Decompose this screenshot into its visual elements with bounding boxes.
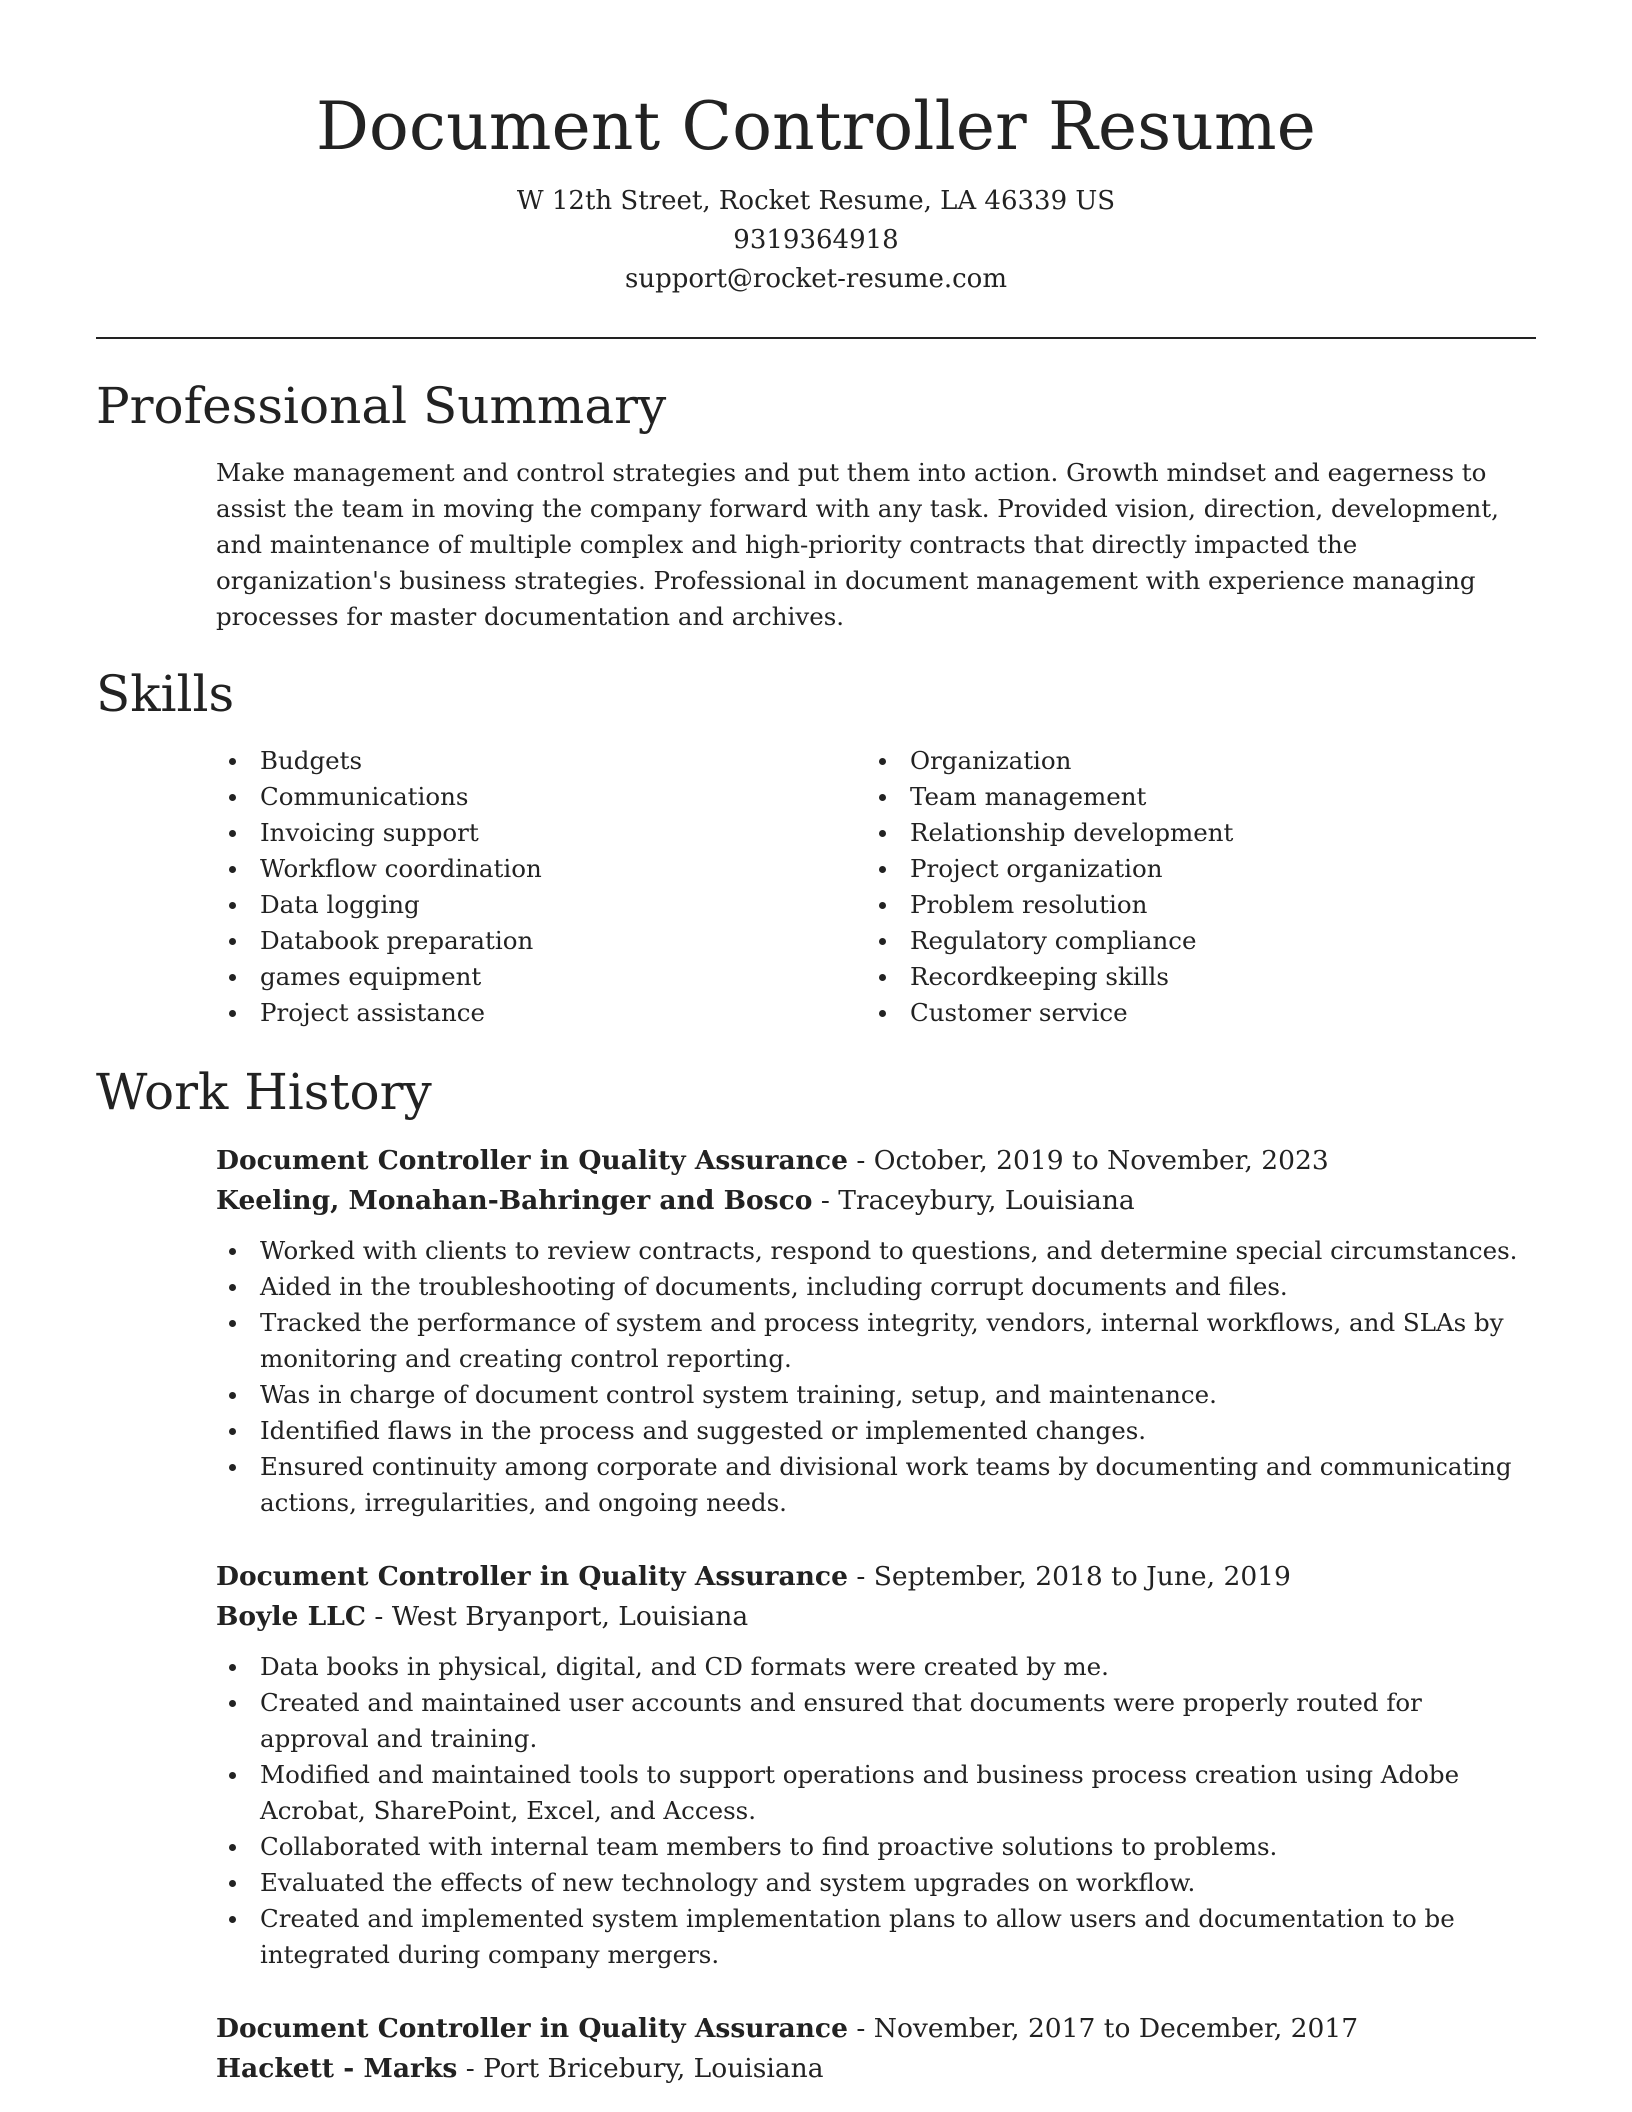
job-bullet: Collaborated with internal team members to find proactive solutions to problems. [216,1829,1536,1865]
skill-item: Team management [866,779,1516,815]
separator: - [856,1145,874,1176]
job-role: Document Controller in Quality Assurance [216,1561,848,1592]
job-bullet: Worked with clients to review contracts, respond to questions, and determine special circumstances. [216,1233,1536,1269]
skill-item: Budgets [216,743,866,779]
job-role: Document Controller in Quality Assurance [216,1145,848,1176]
job-entry [216,2009,1536,2089]
job-company-line [216,2049,1536,2089]
skill-item: Data logging [216,887,866,923]
job-role-line [216,1557,1536,1597]
summary-text: Make management and control strategies and put them into action. Growth mindset and eagerness to assist the team in moving the company forward with any task. Provided vision, direction, development, and maintenance of multiple complex and high-priority contracts that directly impacted the organization's business strategies. Professional in document management with experience managing processes for master documentation and archives. [216,458,1499,631]
skills-columns [216,743,1536,1031]
skill-item: Project assistance [216,995,866,1031]
separator: - [465,2053,484,2084]
skill-item: Invoicing support [216,815,866,851]
job-bullet: Was in charge of document control system training, setup, and maintenance. [216,1377,1536,1413]
job-bullet: Tracked the performance of system and process integrity, vendors, internal workflows, and SLAs by monitoring and creating control reporting. [216,1305,1536,1377]
job-company: Keeling, Monahan-Bahringer and Bosco [216,1185,813,1216]
skill-item: Problem resolution [866,887,1516,923]
contact-block [96,182,1536,299]
job-bullet: Ensured continuity among corporate and divisional work teams by documenting and communicating actions, irregularities, and ongoing needs. [216,1449,1536,1521]
job-role-line [216,1141,1536,1181]
contact-phone: 9319364918 [733,225,899,255]
job-location: Port Bricebury, Louisiana [483,2053,824,2084]
contact-address: W 12th Street, Rocket Resume, LA 46339 US [516,186,1116,216]
job-dates: October, 2019 to November, 2023 [873,1145,1329,1176]
skill-item: Relationship development [866,815,1516,851]
skill-item: Communications [216,779,866,815]
separator: - [820,1185,839,1216]
resume-title: Document Controller Resume [315,88,1317,165]
job-entry [216,1141,1536,1521]
work-history-heading: Work History [96,1063,432,1121]
job-company: Boyle LLC [216,1601,366,1632]
job-bullet: Created and maintained user accounts and ensured that documents were properly routed for approval and training. [216,1685,1536,1757]
skill-item: Regulatory compliance [866,923,1516,959]
job-bullet: Evaluated the effects of new technology and system upgrades on workflow. [216,1865,1536,1901]
header-divider [96,337,1536,339]
job-role: Document Controller in Quality Assurance [216,2013,848,2044]
summary-heading: Professional Summary [96,377,667,435]
job-location: Traceybury, Louisiana [838,1185,1135,1216]
job-entry [216,1557,1536,1973]
job-bullets [216,1649,1536,1973]
skill-item: Workflow coordination [216,851,866,887]
separator: - [856,1561,874,1592]
skill-item: Project organization [866,851,1516,887]
job-dates: September, 2018 to June, 2019 [873,1561,1291,1592]
contact-email: support@rocket-resume.com [624,264,1007,294]
skill-item: Organization [866,743,1516,779]
skills-heading: Skills [96,665,235,723]
skills-list-right [866,743,1516,1031]
job-role-line [216,2009,1536,2049]
skill-item: Databook preparation [216,923,866,959]
job-dates: November, 2017 to December, 2017 [873,2013,1359,2044]
skills-list-left [216,743,866,1031]
job-bullets [216,1233,1536,1521]
job-bullet: Created and implemented system implementation plans to allow users and documentation to be integrated during company mergers. [216,1901,1536,1973]
job-bullet: Modified and maintained tools to support operations and business process creation using Adobe Acrobat, SharePoint, Excel, and Access. [216,1757,1536,1829]
job-bullet: Aided in the troubleshooting of documents, including corrupt documents and files. [216,1269,1536,1305]
job-bullet: Data books in physical, digital, and CD formats were created by me. [216,1649,1536,1685]
skill-item: Customer service [866,995,1516,1031]
separator: - [856,2013,874,2044]
resume-header [96,0,1536,299]
separator: - [374,1601,392,1632]
job-company-line [216,1597,1536,1637]
job-bullet: Identified flaws in the process and suggested or implemented changes. [216,1413,1536,1449]
job-company-line [216,1181,1536,1221]
skill-item: Recordkeeping skills [866,959,1516,995]
skill-item: games equipment [216,959,866,995]
job-company: Hackett - Marks [216,2053,458,2084]
job-location: West Bryanport, Louisiana [391,1601,749,1632]
